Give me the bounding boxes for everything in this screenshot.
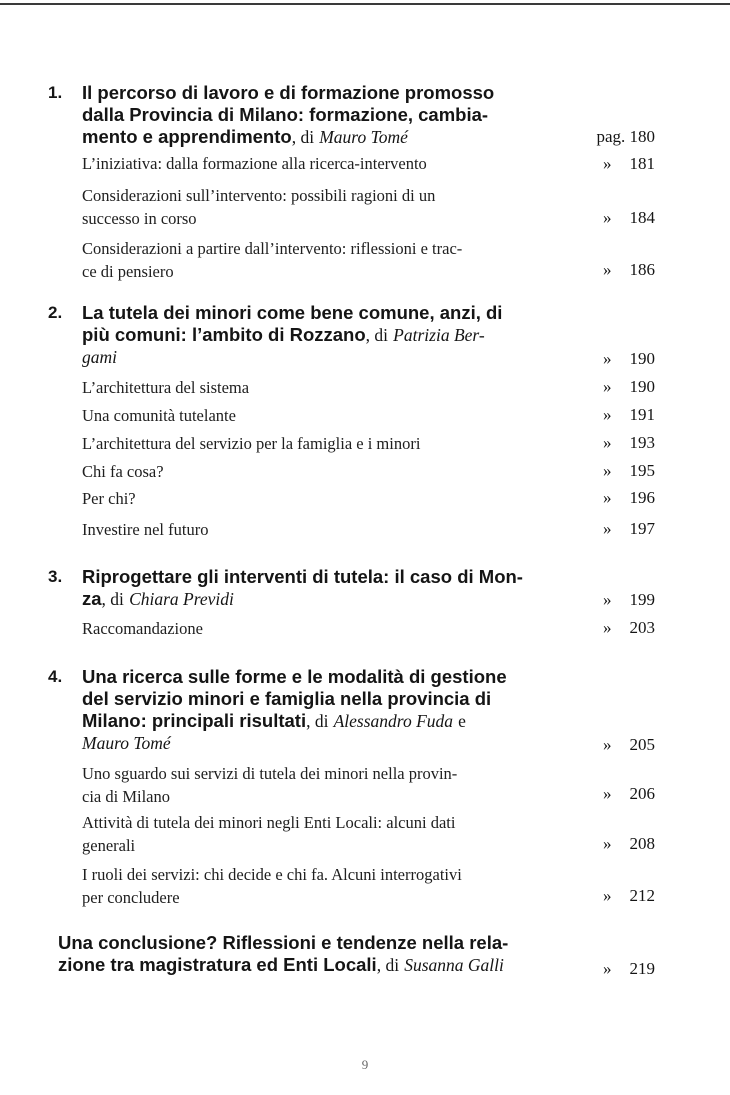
section-number: 3. [48,567,63,586]
toc-entry[interactable]: Raccomandazione [82,619,203,638]
page-number: » 195 [603,461,655,480]
page-number: » 191 [603,405,655,424]
page-number: » 186 [603,260,655,279]
page-number: » 196 [603,488,655,507]
page-number: » 190 [603,349,655,368]
author: Susanna Galli [404,955,504,975]
author: Patrizia Ber- [393,325,485,345]
toc-entry[interactable]: L’architettura del servizio per la famiglia e i minori [82,434,421,453]
page-number: » 205 [603,735,655,754]
top-rule [0,3,730,5]
toc-entry[interactable]: Per chi? [82,489,136,508]
page-number: » 181 [603,154,655,173]
section-title[interactable]: Una ricerca sulle forme e le modalità di gestione del servizio minori e famiglia nella provincia di Milano: principali risultati, di Alessandro Fuda e Mauro Tomé [82,666,507,753]
page-number: » 197 [603,519,655,538]
section-number: 1. [48,83,63,102]
section-title[interactable]: La tutela dei minori come bene comune, anzi, di più comuni: l’ambito di Rozzano, di Patrizia Ber- gami [82,302,503,367]
toc-entry[interactable]: Uno sguardo sui servizi di tutela dei minori nella provin- cia di Milano [82,764,458,806]
section-number: 4. [48,667,63,686]
section-title[interactable]: Il percorso di lavoro e di formazione promosso dalla Provincia di Milano: formazione, cambia- mento e apprendimento, di Mauro Tomé [82,82,495,147]
page-number: » 190 [603,377,655,396]
page-number: » 199 [603,590,655,609]
page-number: » 219 [603,959,655,978]
toc-entry[interactable]: I ruoli dei servizi: chi decide e chi fa. Alcuni interrogativi per concludere [82,865,462,907]
page-number: » 193 [603,433,655,452]
toc-entry[interactable]: L’architettura del sistema [82,378,250,397]
page-folio: 9 [361,1057,369,1072]
page-number: » 208 [603,834,655,853]
page-number: pag. 180 [596,127,655,146]
toc-entry[interactable]: L’iniziativa: dalla formazione alla ricerca-intervento [82,154,427,173]
toc-entry[interactable]: Investire nel futuro [82,520,209,539]
author: Chiara Previdi [129,589,234,609]
section-title[interactable]: Una conclusione? Riflessioni e tendenze nella rela- zione tra magistratura ed Enti Locali, di Susanna Galli [58,932,509,975]
toc-entry[interactable]: Una comunità tutelante [82,406,236,425]
toc-entry[interactable]: Considerazioni sull’intervento: possibili ragioni di un successo in corso [82,186,436,228]
page-number: » 212 [603,886,655,905]
page-number: » 206 [603,784,655,803]
author: Alessandro Fuda [333,711,454,731]
toc-entry[interactable]: Chi fa cosa? [82,462,164,481]
section-number: 2. [48,303,63,322]
page-number: » 184 [603,208,655,227]
page-number: » 203 [603,618,655,637]
toc-entry[interactable]: Considerazioni a partire dall’intervento: riflessioni e trac- ce di pensiero [82,239,463,281]
toc-entry[interactable]: Attività di tutela dei minori negli Enti Locali: alcuni dati generali [82,813,456,855]
section-title[interactable]: Riprogettare gli interventi di tutela: il caso di Mon- za, di Chiara Previdi [82,566,523,609]
author: Mauro Tomé [82,733,171,753]
author: gami [82,347,117,367]
author: Mauro Tomé [319,127,408,147]
